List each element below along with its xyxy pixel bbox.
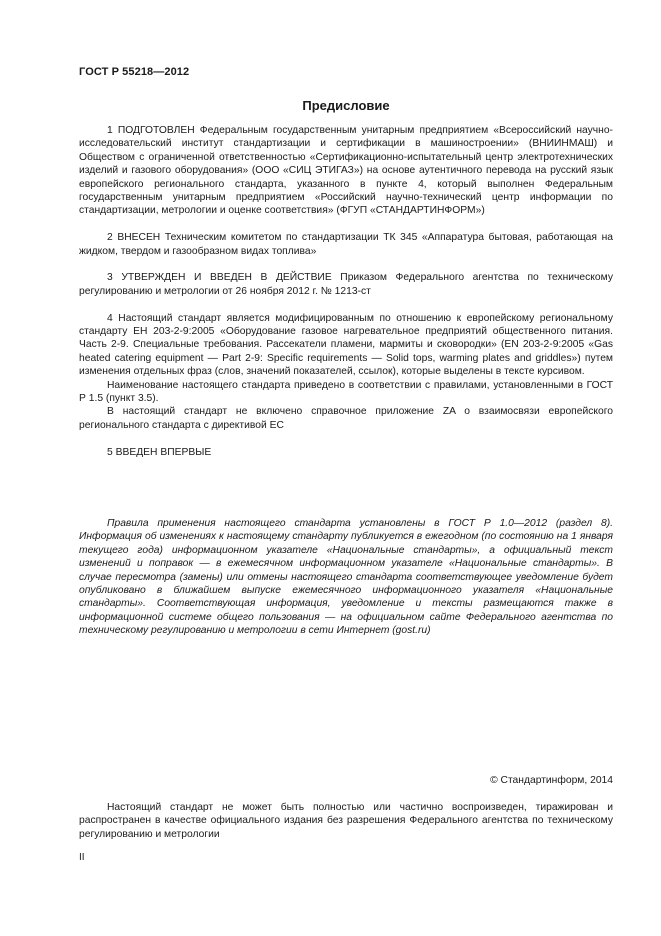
page-number: II <box>79 852 85 863</box>
paragraph-approved: 3 УТВЕРЖДЕН И ВВЕДЕН В ДЕЙСТВИЕ Приказом Федерального агентства по техническому регулированию и метрологии от 26 ноября 2012 г. № 1213-ст <box>79 272 613 297</box>
paragraph-modified: 4 Настоящий стандарт является модифицированным по отношению к европейскому региональному стандарту ЕН 203-2-9:2005 «Оборудование газовое нагревательное предприятий общественного питания. Часть 2-9. Специальные требования. Рассекатели пламени, мармиты и сковородки» (EN 203-2-9:2005 «Gas heated catering equipment — Part 2-9: Specific requirements — Solid tops, warming plates and griddles») путем изменения отдельных фраз (слов, значений показателей, ссылок), которые выделены в тексте курсивом. <box>79 312 613 378</box>
rules-notice: Правила применения настоящего стандарта установлены в ГОСТ Р 1.0—2012 (раздел 8). Информация об изменениях к настоящему стандарту публикуется в ежегодном (по состоянию на 1 января текущего года) информационном указателе «Национальные стандарты», а официальный текст изменений и поправок — в ежемесячном информационном указателе «Национальные стандарты». В случае пересмотра (замены) или отмены настоящего стандарта соответствующее уведомление будет опубликовано в ближайшем выпуске ежемесячного информационного указателя «Национальные стандарты». Соответствующая информация, уведомление и тексты размещаются также в информационной системе общего пользования — на официальном сайте Федерального агентства по техническому регулированию и метрологии в сети Интернет (gost.ru) <box>79 518 613 637</box>
document-code-header: ГОСТ Р 55218—2012 <box>79 66 190 78</box>
paragraph-introduced: 2 ВНЕСЕН Техническим комитетом по стандартизации ТК 345 «Аппаратура бытовая, работающая на жидком, твердом и газообразном видах топлива» <box>79 232 613 257</box>
page-title: Предисловие <box>302 98 390 113</box>
paragraph-annex-note: В настоящий стандарт не включено справочное приложение ZA о взаимосвязи европейского регионального стандарта с директивой ЕС <box>79 406 613 431</box>
reproduction-notice: Настоящий стандарт не может быть полностью или частично воспроизведен, тиражирован и распространен в качестве официального издания без разрешения Федерального агентства по техническому регулированию и метрологии <box>79 802 613 840</box>
paragraph-title-note: Наименование настоящего стандарта приведено в соответствии с правилами, установленными в ГОСТ Р 1.5 (пункт 3.5). <box>79 379 613 405</box>
paragraph-first-introduced: 5 ВВЕДЕН ВПЕРВЫЕ <box>107 446 212 458</box>
rules-notice-block <box>79 517 613 638</box>
reproduction-notice-block <box>79 801 613 841</box>
copyright-line: © Стандартинформ, 2014 <box>490 775 613 786</box>
paragraph-prepared: 1 ПОДГОТОВЛЕН Федеральным государственным унитарным предприятием «Всероссийский научно-исследовательский институт стандартизации и сертификации в машиностроении» (ВНИИНМАШ) и Обществом с ограниченной ответственностью «Сертификационно-испытательный центр электротехнических изделий и газового оборудования» (ООО «СИЦ ЭТИГАЗ») на основе аутентичного перевода на русский язык европейского регионального стандарта, указанного в пункте 4, который выполнен Федеральным государственным унитарным предприятием «Российский научно-технический центр информации по стандартизации, метрологии и оценке соответствия» (ФГУП «СТАНДАРТИНФОРМ») <box>79 125 613 217</box>
preface-body <box>79 124 613 459</box>
